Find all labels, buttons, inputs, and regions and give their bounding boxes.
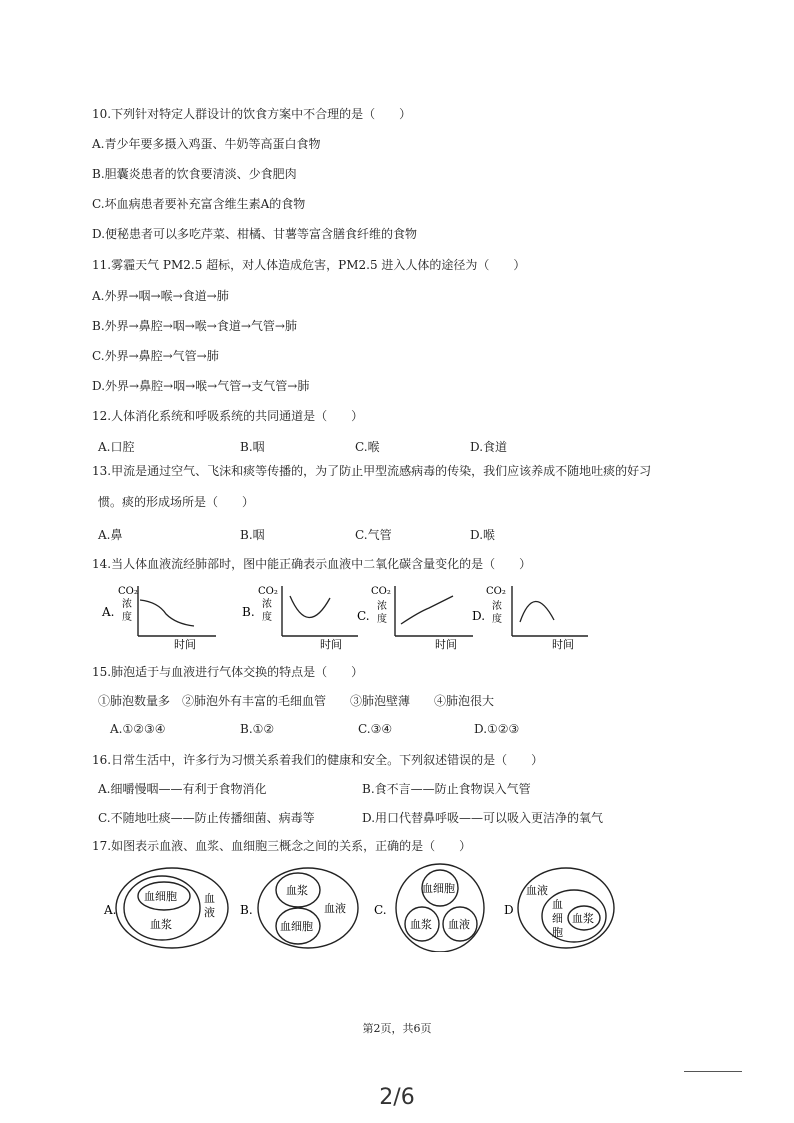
q17-diagram-c xyxy=(370,862,502,952)
q15-items: ①肺泡数量多 ②肺泡外有丰富的毛细血管 ③肺泡壁薄 ④肺泡很大 xyxy=(98,694,495,708)
page-indicator: 2/6 xyxy=(379,1085,415,1110)
q17-d-blood: 血液 xyxy=(526,884,548,897)
q17-opt-d-label: D xyxy=(504,903,514,917)
q15-stem: 15.肺泡适于与血液进行气体交换的特点是（ ） xyxy=(92,665,364,679)
q17-b-plasma: 血浆 xyxy=(286,884,308,897)
q14-a-co2: CO₂ xyxy=(118,586,138,597)
q17-c-cell: 血细胞 xyxy=(422,882,455,895)
q11-option-b: B.外界→鼻腔→咽→喉→食道→气管→肺 xyxy=(92,319,297,333)
q17-diagram-b xyxy=(236,862,368,952)
q12-option-b: B.咽 xyxy=(240,440,265,454)
q17-a-cell: 血细胞 xyxy=(144,890,177,903)
q17-diagram-a xyxy=(100,862,232,952)
q13-option-d: D.喉 xyxy=(470,528,496,542)
q14-opt-c-label: C. xyxy=(357,609,370,623)
q14-c-y1: 浓 xyxy=(377,601,387,612)
q12-option-d: D.食道 xyxy=(470,440,508,454)
q14-stem: 14.当人体血液流经肺部时，图中能正确表示血液中二氧化碳含量变化的是（ ） xyxy=(92,557,532,571)
q10-option-a: A.青少年要多摄入鸡蛋、牛奶等高蛋白食物 xyxy=(92,137,321,151)
q14-graph-b xyxy=(240,582,360,650)
divider xyxy=(684,1071,742,1072)
q16-option-b: B.食不言——防止食物误入气管 xyxy=(362,782,531,796)
q17-a-plasma: 血浆 xyxy=(150,918,172,931)
q11-stem: 11.雾霾天气 PM2.5 超标，对人体造成危害，PM2.5 进入人体的途径为（ ） xyxy=(92,258,526,272)
q17-a-blood1: 血 xyxy=(204,892,215,905)
q17-diagram-d xyxy=(500,862,632,952)
q14-c-xlabel: 时间 xyxy=(435,638,457,650)
q14-graph-c xyxy=(355,582,475,650)
q14-c-curve xyxy=(401,596,453,624)
q14-c-y2: 度 xyxy=(377,614,387,625)
q10-stem: 10.下列针对特定人群设计的饮食方案中不合理的是（ ） xyxy=(92,107,412,121)
q14-opt-b-label: B. xyxy=(242,605,255,619)
q15-option-a: A.①②③④ xyxy=(110,722,166,736)
q17-d-cell2: 细 xyxy=(552,912,563,925)
q17-b-cell: 血细胞 xyxy=(280,920,313,933)
q17-d-cell1: 血 xyxy=(552,898,563,911)
q14-d-xlabel: 时间 xyxy=(552,638,574,650)
q10-option-b: B.胆囊炎患者的饮食要清淡、少食肥肉 xyxy=(92,167,297,181)
q14-b-co2: CO₂ xyxy=(258,586,278,597)
q13-option-c: C.气管 xyxy=(355,528,392,542)
q15-option-b: B.①② xyxy=(240,722,275,736)
q11-option-a: A.外界→咽→喉→食道→肺 xyxy=(92,289,229,303)
q17-b-blood: 血液 xyxy=(324,902,346,915)
q17-d-cell3: 胞 xyxy=(552,926,563,939)
q14-d-y2: 度 xyxy=(492,614,502,625)
q11-option-c: C.外界→鼻腔→气管→肺 xyxy=(92,349,219,363)
q16-stem: 16.日常生活中，许多行为习惯关系着我们的健康和安全。下列叙述错误的是（ ） xyxy=(92,753,544,767)
q17-a-blood2: 液 xyxy=(204,906,215,919)
q14-b-xlabel: 时间 xyxy=(320,638,342,650)
q14-a-curve xyxy=(140,600,194,626)
q13-option-a: A.鼻 xyxy=(98,528,123,542)
q17-opt-a-label: A. xyxy=(104,903,117,917)
q17-c-blood: 血液 xyxy=(448,918,470,931)
q16-option-d: D.用口代替鼻呼吸——可以吸入更洁净的氧气 xyxy=(362,811,604,825)
q16-option-a: A.细嚼慢咽——有利于食物消化 xyxy=(98,782,267,796)
q14-graph-d xyxy=(470,582,590,650)
q11-option-d: D.外界→鼻腔→咽→喉→气管→支气管→肺 xyxy=(92,379,310,393)
q13-stem-line2: 惯。痰的形成场所是（ ） xyxy=(98,495,255,509)
q17-c-plasma: 血浆 xyxy=(410,918,432,931)
q12-stem: 12.人体消化系统和呼吸系统的共同通道是（ ） xyxy=(92,409,364,423)
q12-option-c: C.喉 xyxy=(355,440,380,454)
q14-d-y1: 浓 xyxy=(492,601,502,612)
q14-d-co2: CO₂ xyxy=(486,586,506,597)
q15-option-d: D.①②③ xyxy=(474,722,520,736)
q14-d-curve xyxy=(520,601,554,622)
q10-option-c: C.坏血病患者要补充富含维生素A的食物 xyxy=(92,197,306,211)
q14-opt-d-label: D. xyxy=(472,609,486,623)
q17-d-plasma: 血浆 xyxy=(572,912,594,925)
q14-graph-a xyxy=(98,582,218,650)
q15-option-c: C.③④ xyxy=(358,722,393,736)
q12-option-a: A.口腔 xyxy=(98,440,135,454)
q14-b-y1: 浓 xyxy=(262,599,272,610)
q14-a-xlabel: 时间 xyxy=(174,638,196,650)
q14-c-co2: CO₂ xyxy=(371,586,391,597)
q13-option-b: B.咽 xyxy=(240,528,265,542)
q14-a-y1: 浓 xyxy=(122,599,132,610)
q17-opt-c-label: C. xyxy=(374,903,387,917)
q14-a-y2: 度 xyxy=(122,612,132,623)
page-footer: 第2页，共6页 xyxy=(362,1022,432,1035)
q14-b-y2: 度 xyxy=(262,612,272,623)
q16-option-c: C.不随地吐痰——防止传播细菌、病毒等 xyxy=(98,811,315,825)
q14-opt-a-label: A. xyxy=(102,605,115,619)
q17-stem: 17.如图表示血液、血浆、血细胞三概念之间的关系，正确的是（ ） xyxy=(92,839,472,853)
q14-b-curve xyxy=(290,596,330,618)
q13-stem-line1: 13.甲流是通过空气、飞沫和痰等传播的，为了防止甲型流感病毒的传染，我们应该养成不随地吐痰的好习 xyxy=(92,464,652,478)
q10-option-d: D.便秘患者可以多吃芹菜、柑橘、甘薯等富含膳食纤维的食物 xyxy=(92,227,418,241)
q17-opt-b-label: B. xyxy=(240,903,253,917)
